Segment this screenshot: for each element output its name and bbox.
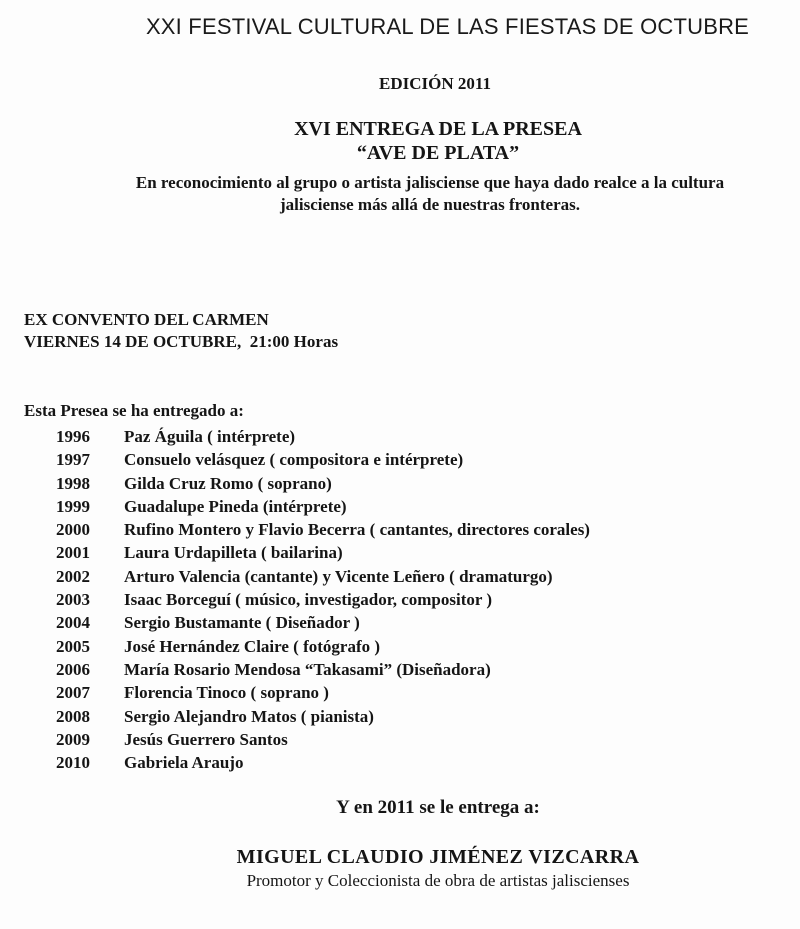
- award-recipient: María Rosario Mendosa “Takasami” (Diseñadora): [124, 659, 491, 679]
- award-row: [56, 472, 590, 495]
- presea-title: [0, 117, 800, 165]
- award-recipient: José Hernández Claire ( fotógrafo ): [124, 636, 381, 656]
- award-row: [56, 728, 590, 751]
- award-recipient: Guadalupe Pineda (intérprete): [124, 496, 347, 516]
- award-recipient: Gilda Cruz Romo ( soprano): [124, 473, 332, 493]
- award-recipient: Sergio Alejandro Matos ( pianista): [124, 706, 374, 726]
- award-row: [56, 611, 590, 634]
- award-year: 2009: [56, 729, 90, 749]
- award-recipient: Gabriela Araujo: [124, 753, 244, 773]
- award-recipient: Florencia Tinoco ( soprano ): [124, 683, 329, 703]
- recognition-text: [0, 172, 800, 216]
- award-year: 2010: [56, 753, 90, 773]
- award-year: 2003: [56, 590, 90, 610]
- award-row: [56, 495, 590, 518]
- venue-block: [24, 309, 338, 353]
- current-year-intro: Y en 2011 se le entrega a:: [336, 797, 540, 818]
- award-row: [56, 588, 590, 611]
- venue-place: EX CONVENTO DEL CARMEN: [24, 310, 269, 329]
- award-year: 2001: [56, 543, 90, 563]
- award-year: 1998: [56, 473, 90, 493]
- edition-label: EDICIÓN 2011: [379, 74, 491, 93]
- presea-title-line1: XVI ENTREGA DE LA PRESEA: [294, 118, 582, 140]
- award-row: [56, 658, 590, 681]
- award-year: 2006: [56, 659, 90, 679]
- award-recipient: Paz Águila ( intérprete): [124, 427, 296, 446]
- festival-title: XXI FESTIVAL CULTURAL DE LAS FIESTAS DE OCTUBRE: [145, 14, 750, 39]
- award-year: 1999: [56, 496, 90, 516]
- award-year: 2000: [56, 520, 90, 540]
- venue-datetime: [24, 331, 338, 353]
- awards-list: [56, 425, 590, 774]
- award-row: [56, 635, 590, 658]
- award-row: [56, 541, 590, 564]
- award-year: 2007: [56, 683, 90, 703]
- award-row: [56, 705, 590, 728]
- presea-title-line2: “AVE DE PLATA”: [356, 142, 520, 164]
- recognition-line2: jalisciense más allá de nuestras fronteras.: [280, 195, 580, 214]
- award-recipient: Laura Urdapilleta ( bailarina): [124, 543, 343, 563]
- award-row: [56, 751, 590, 774]
- award-recipient: Jesús Guerrero Santos: [124, 729, 288, 749]
- honoree-description: Promotor y Coleccionista de obra de artistas jaliscienses: [246, 871, 630, 890]
- award-row: [56, 448, 590, 471]
- honoree-name: MIGUEL CLAUDIO JIMÉNEZ VIZCARRA: [236, 846, 640, 868]
- award-recipient: Arturo Valencia (cantante) y Vicente Leñero ( dramaturgo): [124, 566, 553, 586]
- award-recipient: Consuelo velásquez ( compositora e intérprete): [124, 450, 464, 470]
- award-row: [56, 425, 590, 448]
- award-recipient: Sergio Bustamante ( Diseñador ): [124, 613, 360, 633]
- award-recipient: Isaac Borceguí ( músico, investigador, compositor ): [124, 590, 493, 610]
- award-recipient: Rufino Montero y Flavio Becerra ( cantantes, directores corales): [124, 520, 590, 540]
- award-year: 2005: [56, 636, 90, 656]
- award-row: [56, 681, 590, 704]
- award-year: 1997: [56, 450, 90, 470]
- venue-time: 21:00 Horas: [249, 332, 339, 351]
- award-year: 2002: [56, 566, 90, 586]
- award-row: [56, 565, 590, 588]
- award-year: 2004: [56, 613, 90, 633]
- award-year: 1996: [56, 427, 90, 446]
- award-row: [56, 518, 590, 541]
- recognition-line1: En reconocimiento al grupo o artista jalisciense que haya dado realce a la cultura: [135, 173, 725, 192]
- venue-date: VIERNES 14 DE OCTUBRE,: [24, 332, 242, 351]
- award-year: 2008: [56, 706, 90, 726]
- history-intro: Esta Presea se ha entregado a:: [24, 401, 244, 420]
